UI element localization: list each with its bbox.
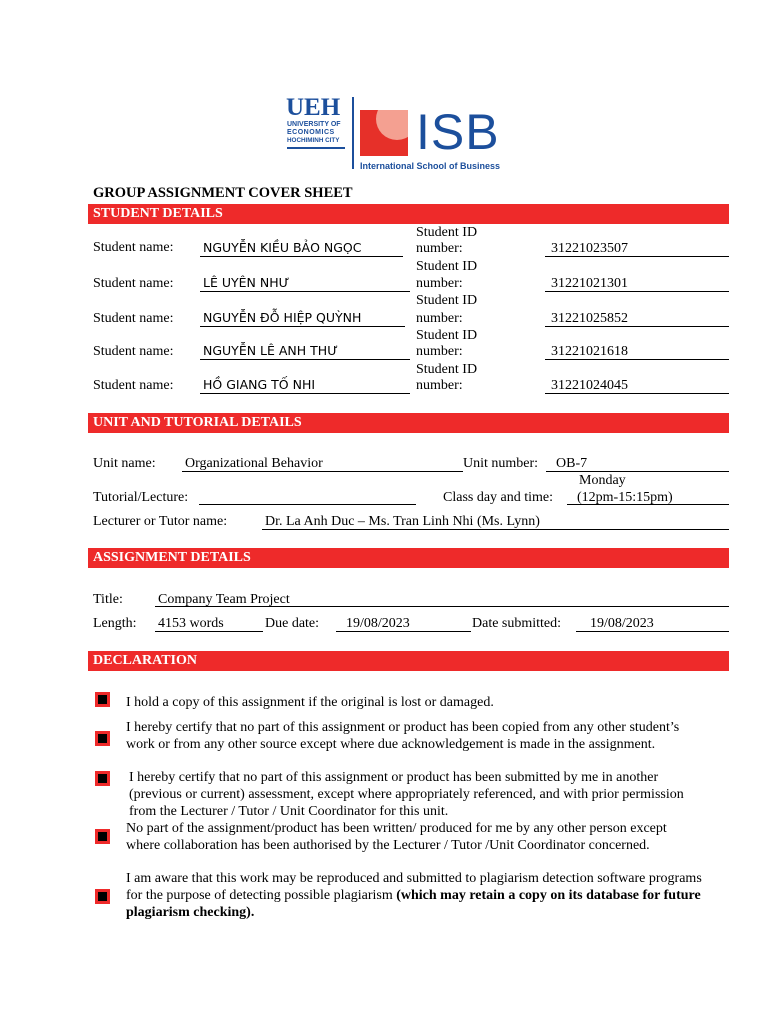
student-name-label: Student name: — [93, 378, 174, 393]
assignment-title-value: Company Team Project — [158, 592, 290, 607]
student-id-label-1: Student ID — [416, 362, 478, 377]
ueh-logo-line3: HOCHIMINH CITY — [287, 137, 340, 144]
submitted-underline — [576, 631, 729, 632]
submitted-value: 19/08/2023 — [590, 616, 654, 631]
student-name-label: Student name: — [93, 276, 174, 291]
student-id-label-1: Student ID — [416, 225, 478, 240]
student-id-value: 31221025852 — [551, 311, 628, 326]
student-id-label-1: Student ID — [416, 328, 478, 343]
declaration-checkbox[interactable] — [95, 692, 110, 707]
student-name-label: Student name: — [93, 311, 174, 326]
student-name-underline — [200, 256, 403, 257]
isb-logo-subtitle: International School of Business — [360, 161, 501, 171]
student-details-header: STUDENT DETAILS — [88, 204, 729, 224]
declaration-checkbox[interactable] — [95, 889, 110, 904]
student-name-value: NGUYỄN KIỀU BẢO NGỌC — [203, 240, 362, 255]
student-name-label: Student name: — [93, 240, 174, 255]
student-id-value: 31221021618 — [551, 344, 628, 359]
student-name-underline — [200, 291, 410, 292]
logo-divider — [352, 97, 354, 169]
student-id-underline — [545, 256, 729, 257]
declaration-text: I hereby certify that no part of this assignment or product has been submitted by me in another (previous or current) assessment, except where appropriately referenced, and with prior permission from the Lecturer / Tutor / Unit Coordinator for this unit. — [129, 770, 684, 819]
student-id-value: 31221024045 — [551, 378, 628, 393]
checkbox-mark-icon — [98, 734, 107, 743]
student-id-underline — [545, 326, 729, 327]
unit-number-value: OB-7 — [556, 456, 588, 471]
class-time-underline — [567, 504, 729, 505]
student-name-underline — [200, 359, 410, 360]
student-name-value: LÊ UYÊN NHƯ — [203, 275, 290, 290]
due-date-label: Due date: — [265, 616, 320, 631]
lecturer-underline — [262, 529, 729, 530]
submitted-label: Date submitted: — [472, 616, 562, 631]
student-name-value: NGUYỄN ĐỖ HIỆP QUỲNH — [203, 310, 362, 325]
checkbox-mark-icon — [98, 832, 107, 841]
lecturer-value: Dr. La Anh Duc – Ms. Tran Linh Nhi (Ms. Lynn) — [265, 514, 540, 529]
student-name-value: NGUYỄN LÊ ANH THƯ — [203, 343, 338, 358]
ueh-logo-mark: UEH — [286, 94, 341, 121]
length-value: 4153 words — [158, 616, 224, 631]
class-time-label: Class day and time: — [443, 490, 554, 505]
isb-logo-mark: ISB — [416, 104, 500, 160]
assignment-title-label: Title: — [93, 592, 123, 607]
lecturer-label: Lecturer or Tutor name: — [93, 514, 228, 529]
declaration-text: I hereby certify that no part of this assignment or product has been copied from any other student’s work or from any other source except where due acknowledgement is made in the assignment. — [126, 720, 680, 752]
class-day-value: Monday — [579, 473, 626, 488]
declaration-text: No part of the assignment/product has been written/ produced for me by any other person except where collaboration has been authorised by the Lecturer / Tutor /Unit Coordinator concerned. — [126, 821, 667, 853]
unit-name-label: Unit name: — [93, 456, 156, 471]
checkbox-mark-icon — [98, 892, 107, 901]
unit-name-value: Organizational Behavior — [185, 456, 323, 471]
student-id-label-2: number: — [416, 378, 463, 393]
checkbox-mark-icon — [98, 695, 107, 704]
ueh-logo-line1: UNIVERSITY OF — [287, 121, 341, 128]
tutorial-label: Tutorial/Lecture: — [93, 490, 189, 505]
assignment-details-header: ASSIGNMENT DETAILS — [88, 548, 729, 568]
unit-number-label: Unit number: — [463, 456, 539, 471]
tutorial-underline — [199, 504, 416, 505]
declaration-checkbox[interactable] — [95, 829, 110, 844]
student-id-label-2: number: — [416, 311, 463, 326]
student-id-underline — [545, 291, 729, 292]
declaration-text-plain: I am aware that this work may be reproduced and submitted to plagiarism detection software programs for the purpose of detecting possible plagiarism — [126, 871, 702, 903]
declaration-checkbox[interactable] — [95, 731, 110, 746]
student-id-label-1: Student ID — [416, 259, 478, 274]
length-label: Length: — [93, 616, 137, 631]
student-id-label-2: number: — [416, 276, 463, 291]
student-name-underline — [200, 326, 405, 327]
student-id-label-2: number: — [416, 241, 463, 256]
assignment-title-underline — [155, 606, 729, 607]
student-name-value: HỒ GIANG TỐ NHI — [203, 377, 316, 392]
student-id-label-1: Student ID — [416, 293, 478, 308]
ueh-logo — [286, 96, 352, 166]
checkbox-mark-icon — [98, 774, 107, 783]
student-id-underline — [545, 393, 729, 394]
student-id-underline — [545, 359, 729, 360]
ueh-logo-line2: ECONOMICS — [287, 129, 335, 136]
declaration-header: DECLARATION — [88, 651, 729, 671]
declaration-text-bold: (which may retain a copy on its database for future plagiarism checking). — [126, 888, 701, 920]
student-id-label-2: number: — [416, 344, 463, 359]
isb-square-icon — [360, 110, 408, 156]
declaration-checkbox[interactable] — [95, 771, 110, 786]
declaration-text — [126, 870, 706, 921]
ueh-logo-rule — [287, 147, 345, 149]
class-time-value: (12pm-15:15pm) — [577, 490, 673, 505]
length-underline — [155, 631, 263, 632]
due-date-underline — [336, 631, 471, 632]
unit-name-underline — [182, 471, 463, 472]
student-id-value: 31221021301 — [551, 276, 628, 291]
declaration-text: I hold a copy of this assignment if the original is lost or damaged. — [126, 695, 494, 710]
student-id-value: 31221023507 — [551, 241, 628, 256]
isb-logo — [360, 104, 520, 175]
student-name-underline — [200, 393, 410, 394]
unit-details-header: UNIT AND TUTORIAL DETAILS — [88, 413, 729, 433]
student-name-label: Student name: — [93, 344, 174, 359]
due-date-value: 19/08/2023 — [346, 616, 410, 631]
document-title: GROUP ASSIGNMENT COVER SHEET — [93, 185, 353, 201]
unit-number-underline — [546, 471, 729, 472]
